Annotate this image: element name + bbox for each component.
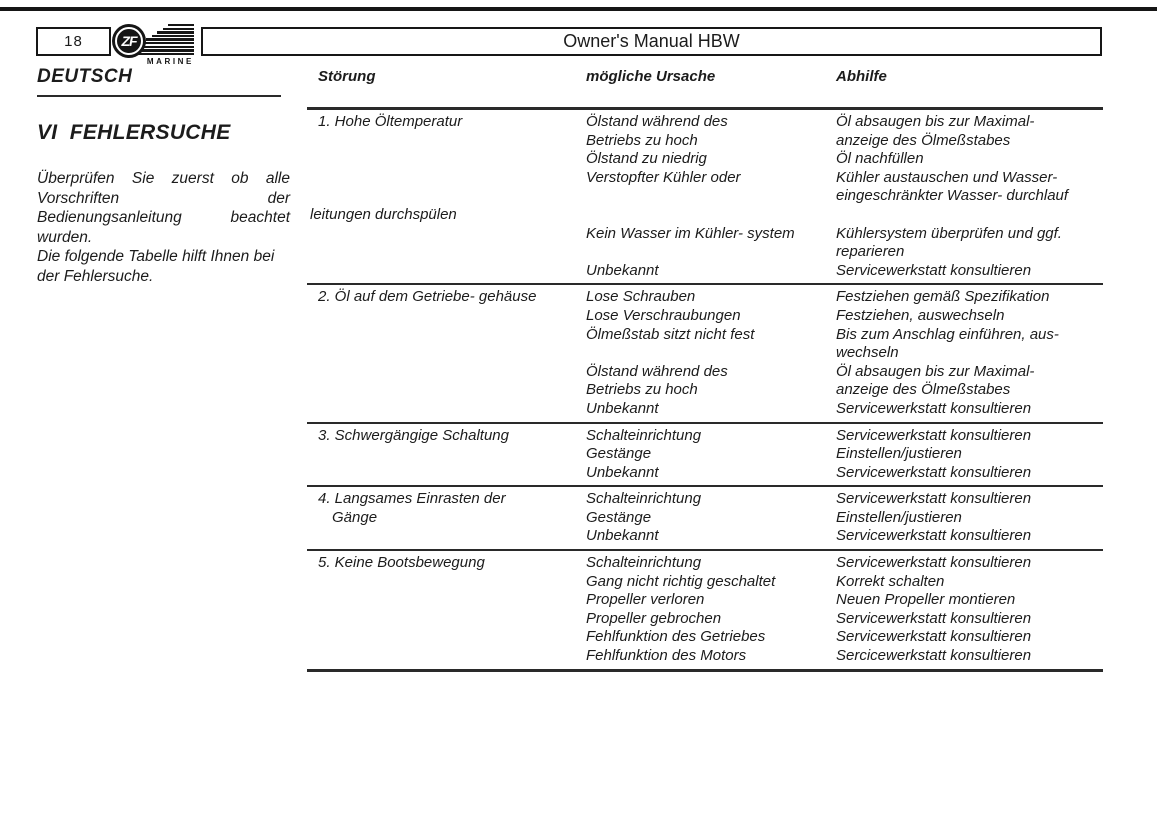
table-line <box>307 610 1103 629</box>
table-cell-c3: Servicewerkstatt konsultieren <box>836 261 1032 279</box>
table-cell-c3: Einstellen/justieren <box>836 508 962 526</box>
table-line <box>307 573 1103 592</box>
table-cell-c2: Kein Wasser im Kühler- system <box>586 224 795 242</box>
logo-stripe <box>168 24 194 26</box>
language-heading: DEUTSCH <box>37 66 133 87</box>
table-line <box>307 307 1103 326</box>
table-cell-c3: Festziehen gemäß Spezifikation <box>836 288 1050 306</box>
intro-line: der Fehlersuche. <box>37 267 154 285</box>
table-cell-c2: Unbekannt <box>586 261 659 279</box>
intro-word: Bedienungsanleitung <box>37 209 182 226</box>
table-line <box>307 225 1103 244</box>
logo-stripe <box>152 35 194 37</box>
intro-line: Die folgende Tabelle hilft Ihnen bei <box>37 248 275 265</box>
table-cell-c1: 3. Schwergängige Schaltung <box>318 426 509 444</box>
table-cell-c3: Servicewerkstatt konsultieren <box>836 399 1032 417</box>
table-cell-c2: Ölstand zu niedrig <box>586 150 707 168</box>
table-cell-c3: eingeschränkter Wasser- durchlauf <box>836 187 1069 205</box>
table-cell-c2: Fehlfunktion des Motors <box>586 647 747 665</box>
table-cell-c2: Ölstand während des <box>586 362 728 380</box>
table-cell-c3: wechseln <box>836 344 899 362</box>
table-cell-c2: Gang nicht richtig geschaltet <box>586 572 776 590</box>
logo-stripe <box>157 31 194 33</box>
table-cell-c3: Einstellen/justieren <box>836 445 962 463</box>
table-row <box>307 424 1103 488</box>
table-line <box>307 243 1103 262</box>
manual-title: Owner's Manual HBW <box>563 31 740 51</box>
intro-word: ob <box>231 170 249 187</box>
logo-stripe <box>141 42 194 44</box>
table-row <box>307 551 1103 672</box>
table-cell-c3: Öl absaugen bis zur Maximal- <box>836 113 1035 130</box>
table-line <box>307 206 1103 225</box>
table-cell-c2: Ölstand während des <box>586 113 728 130</box>
table-line <box>307 326 1103 345</box>
table-line <box>307 527 1103 546</box>
table-cell-c1: 4. Langsames Einrasten der <box>318 490 506 508</box>
table-cell-c1: 1. Hohe Öltemperatur <box>318 113 463 130</box>
intro-line <box>37 169 290 189</box>
table-cell-c3: Servicewerkstatt konsultieren <box>836 554 1032 572</box>
table-line <box>307 363 1103 382</box>
page-number: 18 <box>64 33 83 50</box>
intro-line <box>37 189 290 209</box>
table-row <box>307 110 1103 285</box>
table-line <box>307 262 1103 281</box>
table-line <box>307 288 1103 307</box>
page-number-box <box>36 27 111 56</box>
table-cell-c3: Sercicewerkstatt konsultieren <box>836 647 1032 665</box>
table-line <box>307 169 1103 188</box>
table-cell-c3: Bis zum Anschlag einführen, aus- <box>836 325 1059 343</box>
table-cell-c3: reparieren <box>836 243 905 261</box>
table-cell-c2: Verstopfter Kühler oder <box>586 168 741 186</box>
table-line <box>307 344 1103 363</box>
table-cell-c3: Öl absaugen bis zur Maximal- <box>836 362 1035 380</box>
table-cell-c2: Lose Schrauben <box>586 288 696 306</box>
table-cell-c2: Unbekannt <box>586 527 659 545</box>
column-header-ursache: mögliche Ursache <box>586 68 716 85</box>
table-cell-c3: Kühlersystem überprüfen und ggf. <box>836 224 1062 242</box>
table-row <box>307 487 1103 551</box>
logo-stripe <box>163 28 194 30</box>
column-header-abhilfe: Abhilfe <box>836 68 887 85</box>
logo-stripe <box>146 38 194 40</box>
intro-line: wurden. <box>37 228 93 246</box>
table-cell-c3: Kühler austauschen und Wasser- <box>836 168 1058 186</box>
table-line <box>307 509 1103 528</box>
table-line <box>307 150 1103 169</box>
table-cell-c3: Festziehen, auswechseln <box>836 306 1005 324</box>
table-cell-c2: Betriebs zu hoch <box>586 381 698 399</box>
table-cell-c2: Lose Verschraubungen <box>586 306 741 324</box>
table-cell-c1: leitungen durchspülen <box>310 205 457 223</box>
table-cell-c2: Ölmeßstab sitzt nicht fest <box>586 325 755 343</box>
intro-word: zuerst <box>171 170 214 187</box>
table-cell-c2: Unbekannt <box>586 399 659 417</box>
top-rule <box>0 7 1157 11</box>
table-cell-c2: Fehlfunktion des Getriebes <box>586 628 766 646</box>
table-cell-c3: anzeige des Ölmeßstabes <box>836 381 1011 399</box>
intro-line <box>37 208 290 228</box>
table-line <box>307 381 1103 400</box>
table-cell-c3: Servicewerkstatt konsultieren <box>836 628 1032 646</box>
table-cell-c2: Propeller verloren <box>586 591 705 609</box>
table-cell-c3: Servicewerkstatt konsultieren <box>836 527 1032 545</box>
table-cell-c1: 2. Öl auf dem Getriebe- gehäuse <box>318 288 537 306</box>
table-row <box>307 285 1103 423</box>
manual-title-box <box>201 27 1102 56</box>
intro-word: Sie <box>131 170 155 187</box>
table-line <box>307 628 1103 647</box>
table-cell-c1: 5. Keine Bootsbewegung <box>318 554 485 572</box>
column-header-stoerung: Störung <box>318 68 376 85</box>
table-cell-c3: Servicewerkstatt konsultieren <box>836 426 1032 444</box>
table-cell-c3: Servicewerkstatt konsultieren <box>836 490 1032 508</box>
intro-word: Überprüfen <box>37 170 115 187</box>
table-cell-c3: anzeige des Ölmeßstabes <box>836 131 1011 149</box>
heading-rule <box>37 95 281 97</box>
table-cell-c2: Schalteinrichtung <box>586 426 702 444</box>
left-column <box>37 66 290 286</box>
table-line <box>307 132 1103 151</box>
section-heading: VI FEHLERSUCHE <box>37 121 231 144</box>
troubleshooting-table <box>307 64 1103 672</box>
intro-word: der <box>267 189 290 207</box>
table-cell-c3: Öl nachfüllen <box>836 150 924 168</box>
table-cell-c2: Schalteinrichtung <box>586 490 702 508</box>
table-cell-c2: Schalteinrichtung <box>586 554 702 572</box>
table-line <box>307 490 1103 509</box>
intro-word: Vorschriften <box>37 189 120 207</box>
table-cell-c2: Betriebs zu hoch <box>586 131 698 149</box>
zf-monogram: ZF <box>121 33 137 49</box>
table-cell-c2: Gestänge <box>586 508 652 526</box>
table-body <box>307 107 1103 672</box>
table-line <box>307 400 1103 419</box>
table-line <box>307 591 1103 610</box>
table-cell-c2: Propeller gebrochen <box>586 609 722 627</box>
table-header-row <box>307 64 1103 107</box>
table-line <box>307 554 1103 573</box>
table-line <box>307 427 1103 446</box>
table-line <box>307 647 1103 666</box>
intro-word: beachtet <box>230 209 290 226</box>
table-line <box>307 464 1103 483</box>
logo-wordmark: MARINE <box>146 57 194 66</box>
table-cell-c2: Gestänge <box>586 445 652 463</box>
table-cell-c3: Servicewerkstatt konsultieren <box>836 609 1032 627</box>
zf-logo-icon <box>112 24 146 58</box>
table-cell-c2: Unbekannt <box>586 463 659 481</box>
table-cell-c1: Gänge <box>332 508 378 526</box>
table-line <box>307 187 1103 206</box>
table-cell-c3: Servicewerkstatt konsultieren <box>836 463 1032 481</box>
zf-marine-logo <box>112 23 194 65</box>
table-line <box>307 445 1103 464</box>
table-line <box>307 113 1103 132</box>
table-cell-c3: Neuen Propeller montieren <box>836 591 1016 609</box>
intro-paragraph <box>37 169 290 286</box>
intro-word: alle <box>265 170 290 187</box>
table-cell-c3: Korrekt schalten <box>836 572 945 590</box>
